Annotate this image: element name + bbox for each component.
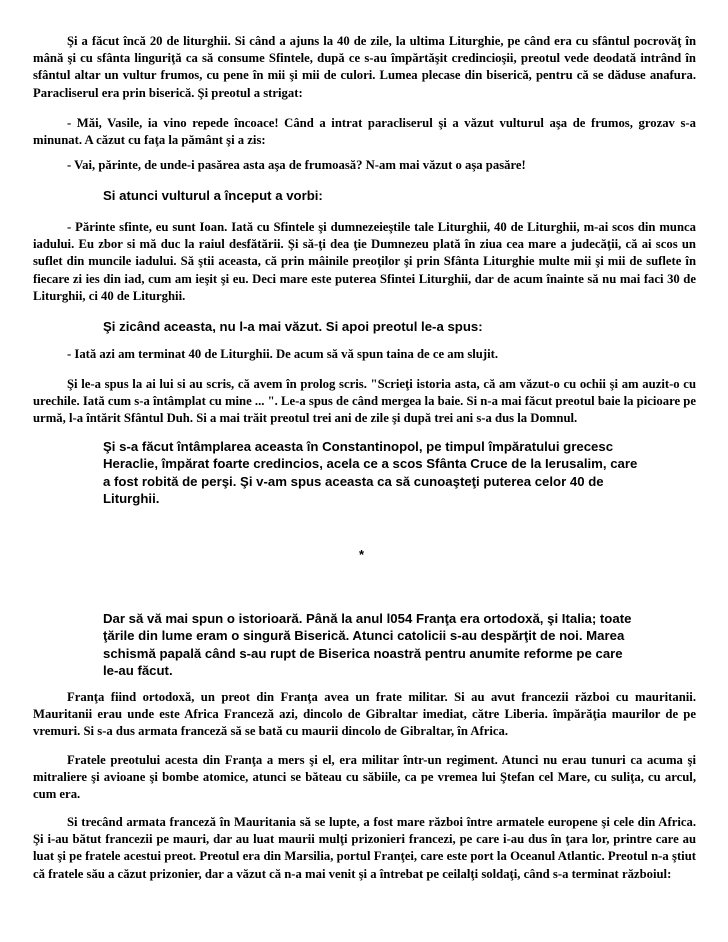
paragraph-paraclisier-question: - Vai, părinte, de unde-i pasărea asta aşa de frumoasă? N-am mai văzut o aşa pasăre! (67, 158, 526, 172)
paragraph-constantinopol: Şi s-a făcut întâmplarea aceasta în Constantinopol, pe timpul împăratului grecesc Heraclie, împărat foarte credincios, acela ce a scos Sfânta Cruce de la Ierusalim, care a fost robită de perşi. Şi v-am spus aceasta ca să cunoaşteţi puterea celor 40 de Liturghii. (103, 439, 638, 506)
paragraph-brother-soldier: Fratele preotului acesta din Franţa a mers şi el, era militar într-un regiment. Atunci nu erau tunuri ca acuma şi mitraliere şi avioane şi bombe atomice, atunci se băteau cu săbiile, ca pe vremea lui Ştefan cel Mare, cu suliţa, cu arcul, cum era. (33, 753, 696, 802)
paragraph-schism: Dar să vă mai spun o istorioară. Până la anul l054 Franţa era ortodoxă, şi Italia; toate ţările din lume eram o singură Biserică. Atunci catolicii s-au despărţit de noi. Marea schismă papală când s-au rupt de Biserica noastră pentru anumite reforme pe care le-au făcut. (103, 611, 632, 678)
paragraph-france-orthodox: Franţa fiind ortodoxă, un preot din Franţa avea un frate militar. Si au avut francezii război cu mauritanii. Mauritanii erau unde este Africa Franceză azi, dincolo de Gibraltar imediat, către Liberia. împărăţia maurilor de pe vremuri. Si s-a dus armata franceză să se bată cu maurii dincolo de Gibraltar, în Africa. (33, 690, 696, 739)
paragraph-vasile-call: - Măi, Vasile, ia vino repede încoace! Când a intrat paracliserul şi a văzut vulturul aşa de frumos, grozav s-a minunat. A căzut cu faţa la pământ şi a zis: (33, 116, 696, 148)
section-separator: * (359, 547, 365, 562)
paragraph-eagle-speaks: Si atunci vulturul a început a vorbi: (103, 188, 323, 203)
paragraph-vanished: Şi zicând aceasta, nu l-a mai văzut. Si apoi preotul le-a spus: (103, 319, 483, 334)
paragraph-mauritania-war: Si trecând armata franceză în Mauritania să se lupte, a fost mare război între armatele europene şi cele din Africa. Şi i-au bătut francezii pe mauri, dar au luat maurii mulţi prizonieri francezi, pe care i-au dus în ţara lor, printre care au luat şi pe fratele acestui preot. Preotul era din Marsilia, portul Franţei, care este port la Oceanul Atlantic. Preotul n-a ştiut că fratele său a căzut prizonier, dar a văzut că n-a mai venit şi a întrebat pe ceilalţi soldaţi, când s-a terminat războiul: (33, 815, 696, 881)
paragraph-forty-liturgies-eagle: Şi a făcut încă 20 de liturghii. Si când a ajuns la 40 de zile, la ultima Liturghie, pe când era cu sfântul pocrovăţ în mână şi cu sfânta linguriţă ca să consume Sfintele, după ce s-au împărtăşit credincioşii, preotul vede deodată intrând în sfântul altar un vultur frumos, cu pene în mii şi mii de culori. Lumea plecase din biserică, pentru că se dăduse anafura. Paracliserul era prin biserică. Şi preotul a strigat: (33, 34, 696, 100)
paragraph-finished-forty: - Iată azi am terminat 40 de Liturghii. De acum să vă spun taina de ce am slujit. (67, 347, 499, 361)
paragraph-ioan-speech: - Părinte sfinte, eu sunt Ioan. Iată cu Sfintele şi dumnezeieştile tale Liturghii, 40 de Liturghii, m-ai scos din munca iadului. Eu zbor si mă duc la raiul desfătării. Şi să-ţi dea ţie Dumnezeu plată în ziua cea mare a judecăţii, că ai scos un suflet din muncile iadului. Să ştii aceasta, că prin mâinile preoţilor şi prin Sfânta Liturghie multe mii şi mii de suflete în fiecare zi ies din iad, cum am ieşit şi eu. Deci mare este puterea Sfintei Liturghii, dar de acum înainte să nu mai faci 30 de Liturghii, ci 40 de Liturghii. (33, 220, 696, 303)
paragraph-prolog: Şi le-a spus la ai lui si au scris, că avem în prolog scris. "Scrieţi istoria asta, că am văzut-o cu ochii şi am auzit-o cu urechile. Iată cum s-a întâmplat cu mine ... ". Le-a spus de când mergea la baie. Si n-a mai făcut preotul baie la picioare pe urmă, l-a întărit Sfântul Duh. Si a mai trăit preotul trei ani de zile şi după trei ani s-a dus la Domnul. (33, 377, 696, 426)
